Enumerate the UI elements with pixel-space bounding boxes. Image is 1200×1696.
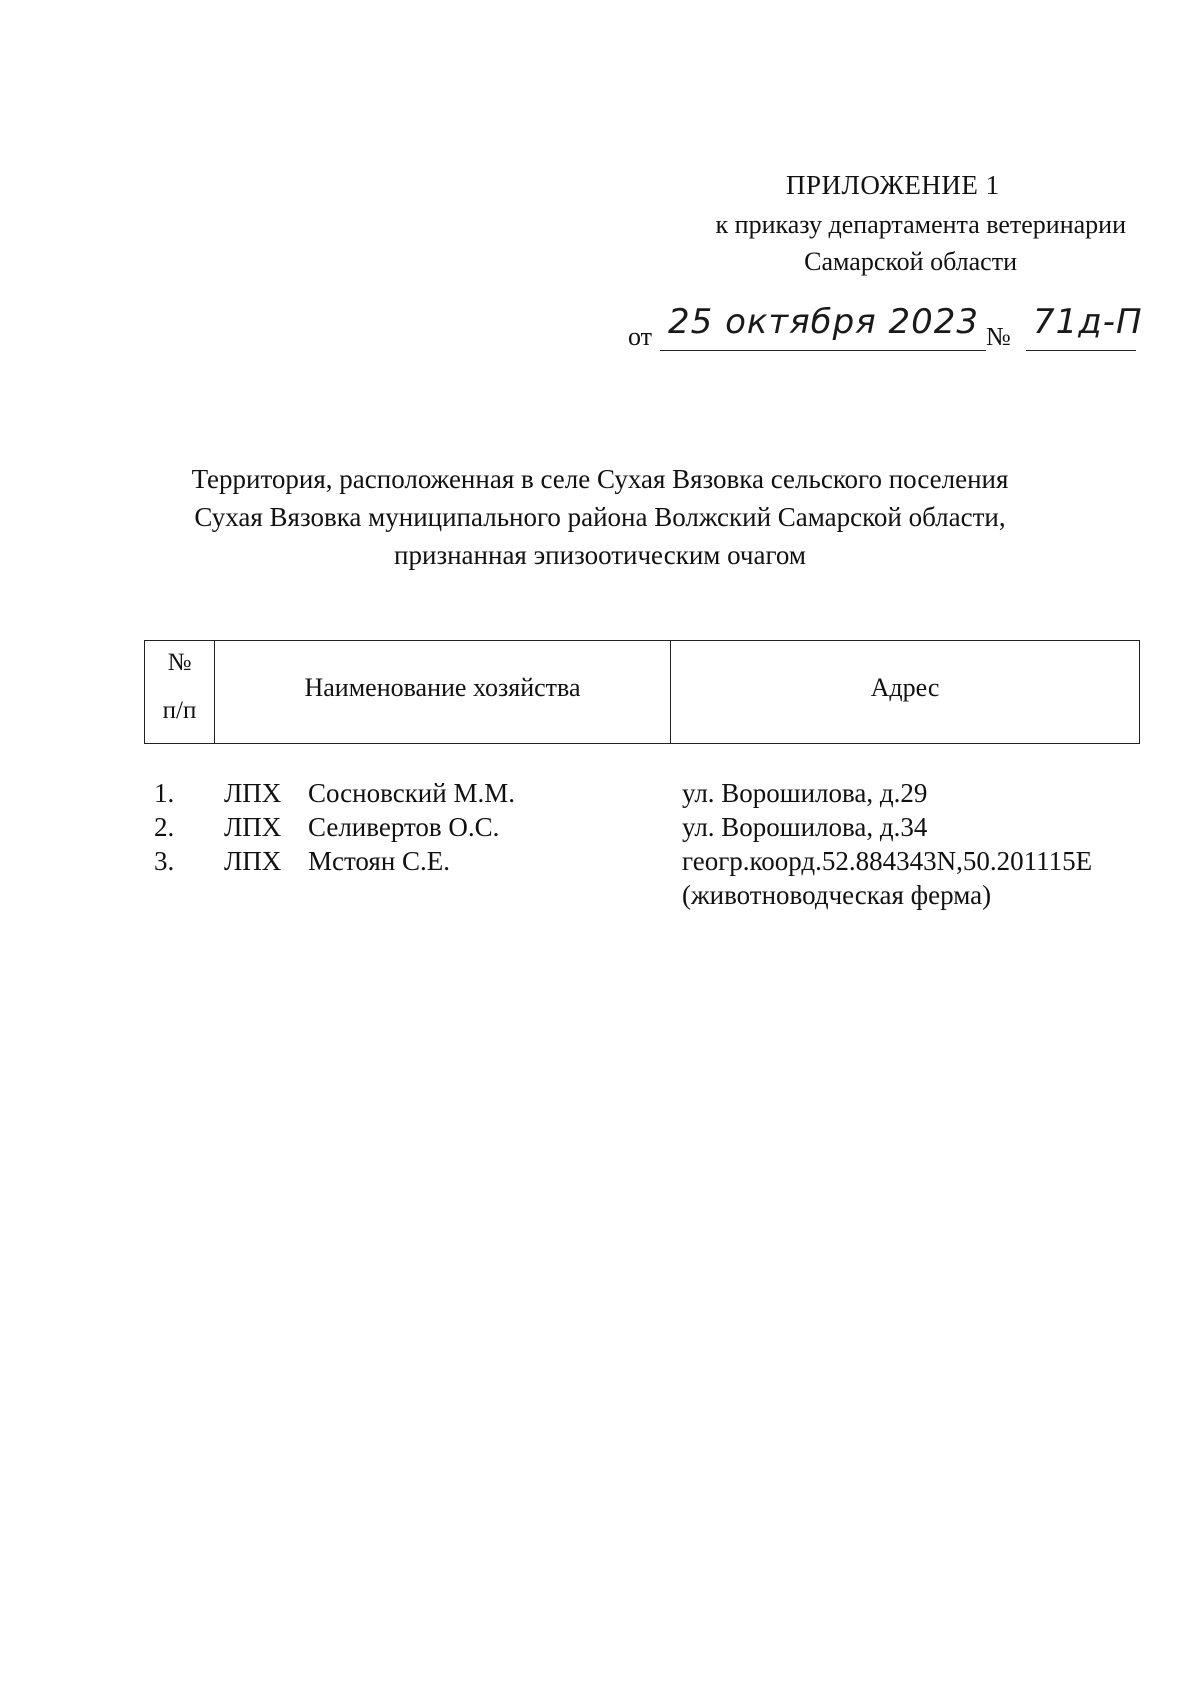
row-farm-type: ЛПХ xyxy=(224,846,282,876)
document-heading xyxy=(100,460,1100,574)
row-number: 3. xyxy=(154,846,175,876)
row-farm-owner: Сосновский М.М. xyxy=(308,778,515,808)
list-item xyxy=(154,846,1144,880)
handwritten-number: 71д-П xyxy=(1033,302,1143,342)
order-from-label: от xyxy=(628,322,653,351)
list-item xyxy=(154,812,1144,846)
row-address: ул. Ворошилова, д.34 xyxy=(682,812,928,842)
column-farm-name-label: Наименование хозяйства xyxy=(304,673,581,702)
row-address: ул. Ворошилова, д.29 xyxy=(682,778,928,808)
row-address-note: (животноводческая ферма) xyxy=(682,880,992,910)
farm-list xyxy=(154,778,1144,914)
column-address xyxy=(671,641,1139,743)
row-farm-owner: Селивертов О.С. xyxy=(308,812,500,842)
appendix-reference: к приказу департамента ветеринарии xyxy=(715,210,1126,239)
row-farm-type: ЛПХ xyxy=(224,778,282,808)
list-item-continuation xyxy=(154,880,1144,914)
heading-line-3: признанная эпизоотическим очагом xyxy=(394,540,806,570)
row-number: 2. xyxy=(154,812,175,842)
column-number xyxy=(145,641,215,743)
list-item xyxy=(154,778,1144,812)
row-address: геогр.коорд.52.884343N,50.201115E xyxy=(682,846,1093,876)
heading-line-1: Территория, расположенная в селе Сухая Вязовка сельского поселения xyxy=(191,464,1009,494)
row-number: 1. xyxy=(154,778,175,808)
appendix-region: Самарской области xyxy=(804,247,1017,276)
row-farm-type: ЛПХ xyxy=(224,812,282,842)
heading-line-2: Сухая Вязовка муниципального района Волжский Самарской области, xyxy=(194,502,1006,532)
row-farm-owner: Мстоян С.Е. xyxy=(308,846,451,876)
column-number-symbol: № xyxy=(167,649,192,676)
column-number-abbrev: п/п xyxy=(162,697,197,724)
order-number-label: № xyxy=(986,322,1011,351)
order-date-number-line xyxy=(628,300,1148,360)
date-underline xyxy=(660,350,986,351)
column-address-label: Адрес xyxy=(870,673,940,702)
column-farm-name xyxy=(215,641,671,743)
appendix-title: ПРИЛОЖЕНИЕ 1 xyxy=(786,170,1000,200)
table-header xyxy=(144,640,1140,744)
number-underline xyxy=(1026,350,1136,351)
handwritten-date: 25 октября 2023 xyxy=(668,302,980,342)
